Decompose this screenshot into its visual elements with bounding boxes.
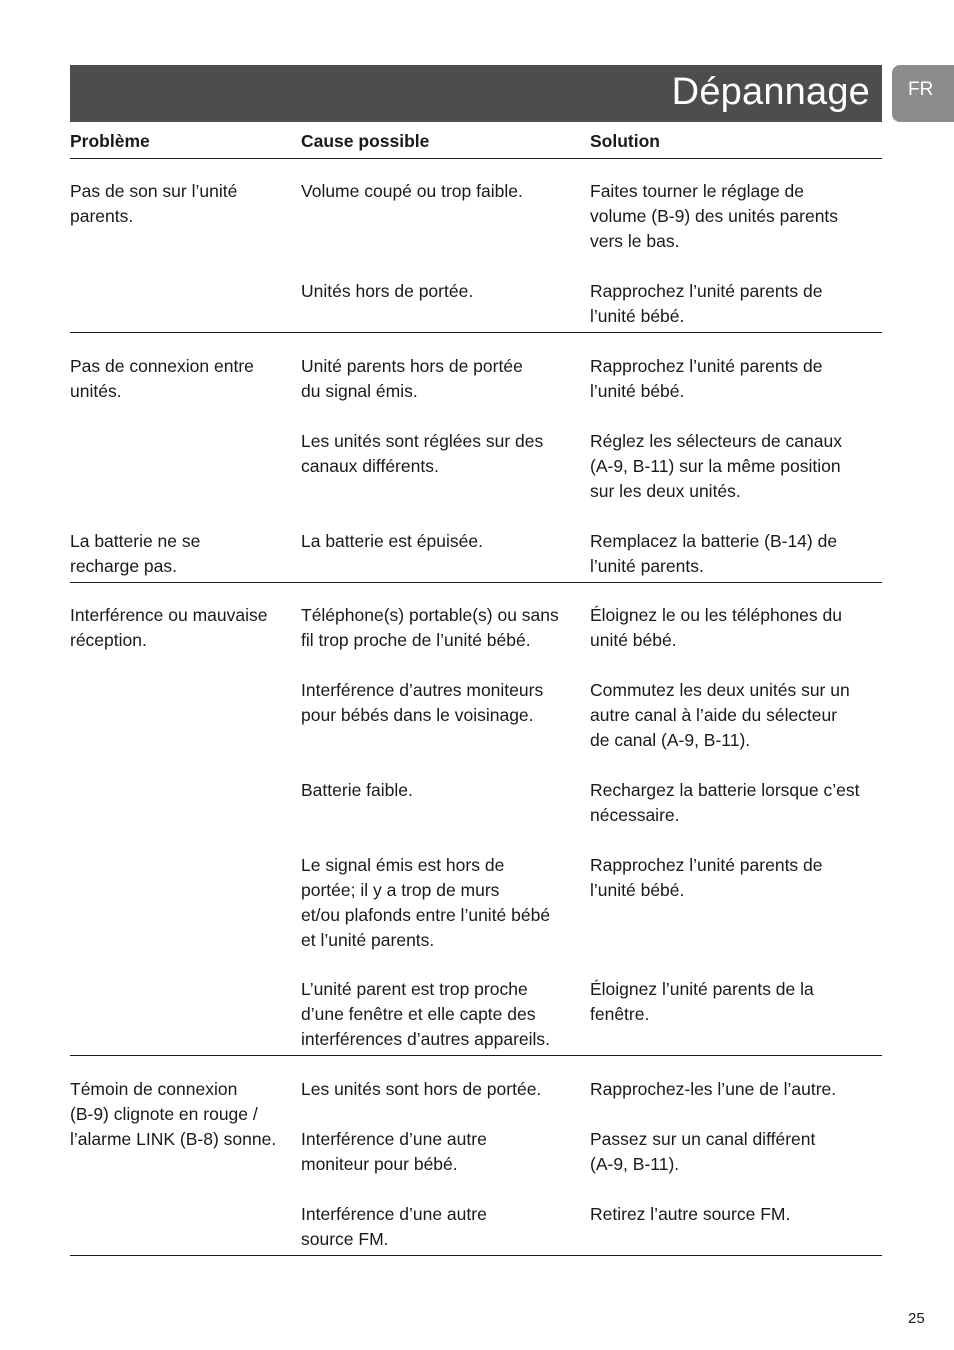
row-2-problem: Pas de connexion entre unités. — [70, 356, 254, 401]
row-10-solution: Rapprochez-les l’une de l’autre. — [590, 1079, 837, 1099]
row-3-solution: Réglez les sélecteurs de canaux (A-9, B-11) sur la même position sur les deux unités. — [590, 431, 842, 501]
row-12-solution: Retirez l’autre source FM. — [590, 1204, 791, 1224]
row-11-solution: Passez sur un canal différent (A-9, B-11). — [590, 1129, 816, 1174]
header-solution: Solution — [590, 131, 660, 151]
table-header — [70, 130, 882, 159]
title-bar — [70, 65, 882, 122]
row-5-problem: Interférence ou mauvaise réception. — [70, 605, 268, 650]
row-5-solution: Éloignez le ou les téléphones du unité bébé. — [590, 605, 842, 650]
divider — [70, 1055, 882, 1056]
header-cause: Cause possible — [301, 131, 430, 151]
row-8-cause: Le signal émis est hors de portée; il y a trop de murs et/ou plafonds entre l’unité bébé et l’unité parents. — [301, 855, 551, 950]
language-tab — [892, 65, 954, 122]
row-4-cause: La batterie est épuisée. — [301, 531, 483, 551]
language-label: FR — [908, 79, 934, 100]
row-4-solution: Remplacez la batterie (B-14) de l’unité parents. — [590, 531, 838, 576]
page-number: 25 — [908, 1310, 925, 1327]
row-2-cause: Unité parents hors de portée du signal émis. — [301, 356, 523, 401]
divider — [70, 1255, 882, 1256]
row-12-cause: Interférence d’une autre source FM. — [301, 1204, 487, 1249]
row-7-cause: Batterie faible. — [301, 780, 413, 800]
row-1-solution: Rapprochez l’unité parents de l’unité bébé. — [590, 281, 823, 326]
row-1-cause: Unités hors de portée. — [301, 281, 474, 301]
divider — [70, 582, 882, 583]
row-6-cause: Interférence d’autres moniteurs pour bébés dans le voisinage. — [301, 680, 544, 725]
row-6-solution: Commutez les deux unités sur un autre canal à l’aide du sélecteur de canal (A-9, B-11). — [590, 680, 850, 750]
row-9-cause: L’unité parent est trop proche d’une fenêtre et elle capte des interférences d’autres appareils. — [301, 979, 551, 1049]
row-4-problem: La batterie ne se recharge pas. — [70, 531, 201, 576]
page-title: Dépannage — [671, 71, 870, 113]
header-problem: Problème — [70, 131, 150, 151]
row-0-problem: Pas de son sur l’unité parents. — [70, 181, 238, 226]
row-0-cause: Volume coupé ou trop faible. — [301, 181, 523, 201]
row-10-problem: Témoin de connexion (B-9) clignote en rouge / l’alarme LINK (B-8) sonne. — [70, 1079, 277, 1149]
row-8-solution: Rapprochez l’unité parents de l’unité bébé. — [590, 855, 823, 900]
row-2-solution: Rapprochez l’unité parents de l’unité bébé. — [590, 356, 823, 401]
divider — [70, 332, 882, 333]
row-7-solution: Rechargez la batterie lorsque c’est nécessaire. — [590, 780, 860, 825]
row-10-cause: Les unités sont hors de portée. — [301, 1079, 542, 1099]
row-3-cause: Les unités sont réglées sur des canaux différents. — [301, 431, 544, 476]
row-0-solution: Faites tourner le réglage de volume (B-9) des unités parents vers le bas. — [590, 181, 839, 251]
row-9-solution: Éloignez l’unité parents de la fenêtre. — [590, 979, 814, 1024]
row-11-cause: Interférence d’une autre moniteur pour bébé. — [301, 1129, 487, 1174]
row-5-cause: Téléphone(s) portable(s) ou sans fil trop proche de l’unité bébé. — [301, 605, 559, 650]
